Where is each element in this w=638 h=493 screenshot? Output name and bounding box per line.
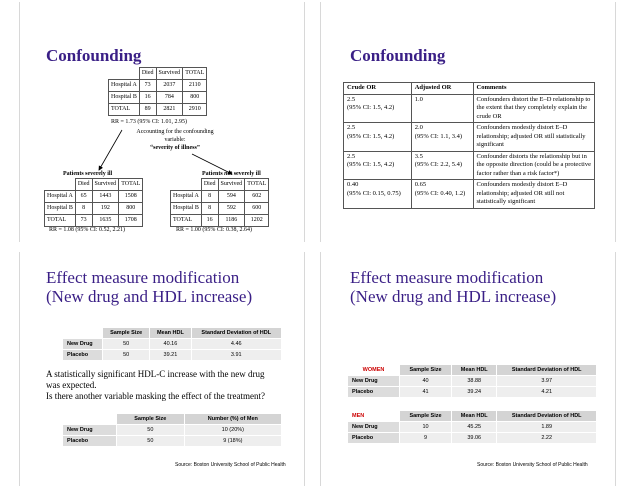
cell: 50 [117,436,185,447]
cell: 592 [218,203,245,215]
cell: 2821 [156,104,183,116]
cell: 4.21 [497,387,597,398]
cell: 89 [139,104,156,116]
cell: 784 [156,92,183,104]
women-table [347,364,597,398]
table-row [63,436,282,447]
right-group-label [202,170,261,178]
cell: 9 (18%) [184,436,281,447]
cell: 38.88 [452,376,497,387]
row-label: Placebo [348,387,400,398]
crude-or: 0.40 [347,181,359,188]
cell: 800 [183,92,207,104]
slide-confounding-example [19,2,305,242]
adjust-line: Accounting for the confounding [136,129,214,135]
adjusted-ci: (95% CI: 1.1, 3.4) [414,132,463,140]
slide-title: Confounding [46,46,142,65]
cell: 4.46 [191,339,281,350]
cell: 2910 [183,104,207,116]
table-row [171,203,269,215]
adjusted-ci: (95% CI: 2.2, 5.4) [414,161,463,168]
row-label: Placebo [63,350,103,361]
col-header: TOTAL [119,179,143,191]
adjusted-or-cell [411,180,473,209]
cell: 39.21 [150,350,191,361]
cell: 65 [75,191,92,203]
label-part: Patients [202,171,225,177]
cell: 50 [103,350,150,361]
cell: 1202 [245,215,269,227]
table-row [63,425,282,436]
cell: 50 [103,339,150,350]
col-header: Survived [92,179,119,191]
crude-or: 2.5 [347,95,356,103]
cell: 1635 [92,215,119,227]
cell: 8 [75,203,92,215]
col-header: Adjusted OR [411,83,473,95]
not-severe-table [170,178,269,227]
cell: 45.25 [452,422,497,433]
row-label: Placebo [63,436,117,447]
table-row [171,215,269,227]
row-label: Hospital A [171,191,202,203]
cell: 10 (20%) [184,425,281,436]
slide-effect-modification [19,252,305,486]
table-row [348,376,597,387]
cell: 8 [201,203,218,215]
cell: 800 [119,203,143,215]
slide-title: Confounding [350,46,446,65]
col-header: Sample Size [103,328,150,339]
col-header: Sample Size [400,411,452,422]
cell: 40 [400,376,452,387]
cell: 10 [400,422,452,433]
table-row [344,180,595,209]
col-header: Survived [218,179,245,191]
crude-or-cell [344,180,412,209]
col-header: TOTAL [183,68,207,80]
cell: 2110 [183,80,207,92]
table-corner [45,179,76,191]
table-row [348,422,597,433]
slide-title [350,268,556,306]
row-label: Hospital A [109,80,140,92]
row-label: TOTAL [45,215,76,227]
row-label: New Drug [348,422,400,433]
label-emphasis: not [224,171,233,177]
title-line: (New drug and HDL increase) [350,287,557,306]
row-label: Hospital A [45,191,76,203]
crude-or-cell [344,123,412,152]
cell: 73 [139,80,156,92]
adjusted-ci: (95% CI: 0.40, 1.2) [414,189,466,197]
label-part: severely ill [232,171,261,177]
slide-title [46,268,252,306]
crude-or: 2.5 [347,152,356,160]
row-label: TOTAL [171,215,202,227]
adjusted-or: 0.65 [414,181,427,188]
adjusted-or-cell [411,151,473,180]
severe-rr: RR = 1.08 (95% CI: 0.52, 2.21) [49,227,126,233]
table-row [344,123,595,152]
row-label: New Drug [63,339,103,350]
row-label: Hospital B [171,203,202,215]
arrow-left [99,130,122,170]
cell: 39.06 [452,433,497,444]
cell: 9 [400,433,452,444]
col-header: Sample Size [117,414,185,425]
cell: 192 [92,203,119,215]
crude-ci: (95% CI: 1.5, 4.2) [347,161,395,168]
adjusted-or: 2.0 [414,124,423,131]
col-header: Mean HDL [452,411,497,422]
source-note: Source: Boston University School of Public Health [175,462,286,468]
severe-table [44,178,143,227]
left-group-label: Patients severely ill [63,171,113,177]
adjusted-or: 3.5 [414,152,423,160]
row-label: Hospital B [45,203,76,215]
slide-stratified-hdl [320,252,616,486]
title-line: (New drug and HDL increase) [46,287,253,306]
crude-rr: RR = 1.73 (95% CI: 1.01, 2.95) [111,119,188,125]
cell: 1186 [218,215,245,227]
table-row [344,94,595,123]
cell: 41 [400,387,452,398]
confounder-variable: “severity of illness” [150,145,200,151]
col-header: Number (%) of Men [184,414,281,425]
men-proportion-table [62,413,282,447]
cell: 2.22 [497,433,597,444]
crude-or: 2.5 [347,124,356,131]
comment-cell: Confounder distorts the relationship but in the opposite direction (could be a protective factor rather than a risk factor*) [473,151,594,180]
table-row [45,203,143,215]
row-label: Hospital B [109,92,140,104]
comment-cell: Confounders distort the E–D relationship to the extent that they completely explain the crude OR [473,94,594,123]
adjusted-or-cell [411,123,473,152]
col-header: Standard Deviation of HDL [497,365,597,376]
cell: 73 [75,215,92,227]
source-note: Source: Boston University School of Public Health [477,462,588,468]
stratum-label: WOMEN [348,365,400,376]
table-row [348,433,597,444]
hdl-table [62,327,282,361]
crude-ci: (95% CI: 0.15, 0.75) [347,189,401,197]
cell: 602 [245,191,269,203]
cell: 2037 [156,80,183,92]
col-header: Mean HDL [452,365,497,376]
crude-or-cell [344,94,412,123]
adjust-line: variable: [164,137,186,143]
cell: 3.97 [497,376,597,387]
cell: 594 [218,191,245,203]
slide-confounding-or-table [320,2,616,242]
text-line: Is there another variable masking the effect of the treatment? [46,391,265,401]
cell: 1508 [119,191,143,203]
table-corner [63,328,103,339]
body-text [46,369,265,402]
cell: 3.91 [191,350,281,361]
table-row [63,350,282,361]
table-row [45,215,143,227]
men-table [347,410,597,444]
col-header: Mean HDL [150,328,191,339]
cell: 40.16 [150,339,191,350]
col-header: Standard Deviation of HDL [191,328,281,339]
col-header: Sample Size [400,365,452,376]
table-row [348,387,597,398]
col-header: Died [75,179,92,191]
table-row [344,151,595,180]
title-line: Effect measure modification [46,268,240,287]
cell: 50 [117,425,185,436]
col-header: Died [201,179,218,191]
cell: 1708 [119,215,143,227]
cell: 16 [201,215,218,227]
title-line: Effect measure modification [350,268,544,287]
cell: 16 [139,92,156,104]
col-header: Died [139,68,156,80]
adjusted-or: 1.0 [414,95,423,103]
text-line: A statistically significant HDL-C increase with the new drug [46,369,265,379]
row-label: New Drug [348,376,400,387]
not-severe-rr: RR = 1.00 (95% CI: 0.38, 2.64) [176,227,253,233]
crude-ci: (95% CI: 1.5, 4.2) [347,132,395,140]
cell: 8 [201,191,218,203]
table-row [171,191,269,203]
text-line: was expected. [46,380,97,390]
comment-cell: Confounders modestly distort E–D relationship; adjusted OR still statistically significant [473,123,594,152]
or-table [343,82,595,209]
crude-or-cell [344,151,412,180]
col-header: Crude OR [344,83,412,95]
cell: 39.24 [452,387,497,398]
table-corner [171,179,202,191]
table-corner [63,414,117,425]
adjusted-or-cell [411,94,473,123]
stratum-label: MEN [348,411,400,422]
table-row [45,191,143,203]
col-header: Standard Deviation of HDL [497,411,597,422]
col-header: TOTAL [245,179,269,191]
crude-ci: (95% CI: 1.5, 4.2) [347,104,395,111]
table-row [63,339,282,350]
cell: 600 [245,203,269,215]
cell: 1.89 [497,422,597,433]
row-label: TOTAL [109,104,140,116]
comment-cell: Confounders modestly distort E–D relationship; adjusted OR still not statistically significant [473,180,594,209]
row-label: New Drug [63,425,117,436]
row-label: Placebo [348,433,400,444]
cell: 1443 [92,191,119,203]
col-header: Comments [473,83,594,95]
col-header: Survived [156,68,183,80]
